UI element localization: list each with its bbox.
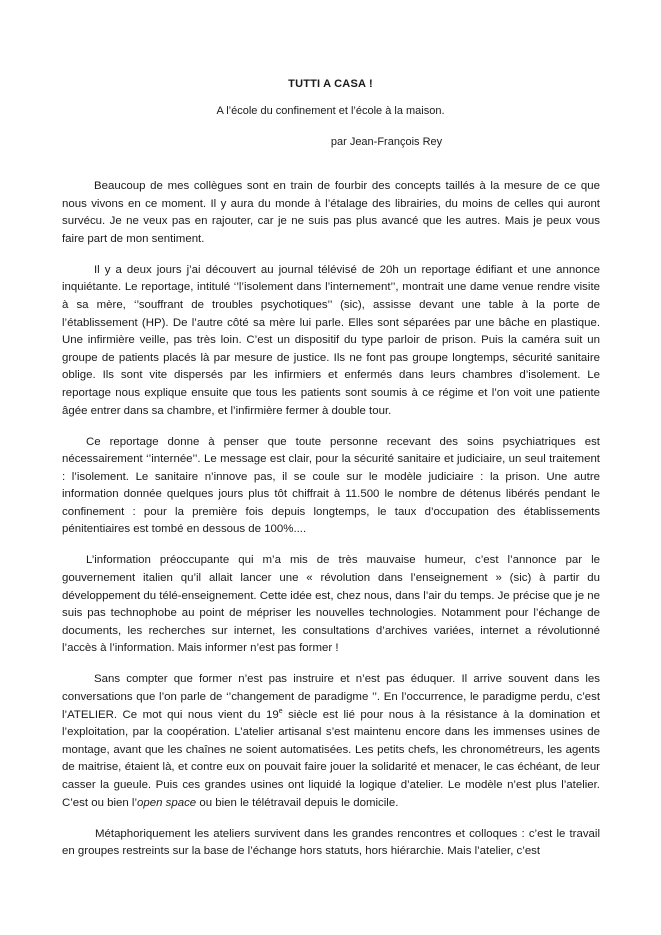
open-space-term: open space [137,796,197,809]
paragraph-6: Métaphoriquement les ateliers survivent dans les grandes rencontres et colloques : c’est le travail en groupes restreints sur la base de l’échange hors statuts, hors hiérarchie. Mais l’atelier, c’est [62,827,600,858]
paragraph-5-part-c: ou bien le télétravail depuis le domicile. [196,796,399,809]
paragraph-4: L’information préoccupante qui m’a mis de très mauvaise humeur, c’est l’annonce par le gouvernement italien qu’il allait lancer une « révolution dans l’enseignement » (sic) à partir du développement du télé-enseignement. Cette idée est, chez nous, dans l’air du temps. Je précise que je ne suis pas technophobe au point de mépriser les nouvelles technologies. Notamment pour l’échange de documents, les recherches sur internet, les consultations d’archives variées, internet a révolutionné l’accès à l’information. Mais informer n’est pas former ! [62,554,600,655]
paragraph-2: Il y a deux jours j’ai découvert au journal télévisé de 20h un reportage édifiant et une annonce inquiétante. Le reportage, intitulé ‘’l’isolement dans l’internement’’, montrait une dame venue rendre visite à sa mère, ‘’souffrant de troubles psychotiques’’ (sic), assisse devant une table à la porte de l’établissement (HP). De l’autre côté sa mère lui parle. Elles sont séparées par une bâche en plastique. Une infirmière veille, pas très loin. C’est un dispositif du type parloir de prison. Puis la caméra suit un groupe de patients placés là par mesure de justice. Ils ne font pas groupe longtemps, sécurité sanitaire oblige. Ils sont vite dispersés par les infirmiers et enfermés dans leurs chambres d’isolement. Le reportage nous explique ensuite que tous les patients sont soumis à ce régime et l’on voit une patiente âgée entrer dans sa chambre, et l’infirmière fermer à double tour. [62,263,600,417]
document-body [62,178,600,861]
paragraph-1: Beaucoup de mes collègues sont en train de fourbir des concepts taillés à la mesure de ce que nous vivons en ce moment. Il y aura du monde à l’étalage des librairies, du moins de celles qui auront survécu. Je ne veux pas en rajouter, car je ne suis pas plus avancé que les autres. Mais je peux vous faire part de mon sentiment. [62,180,600,245]
document-title: TUTTI A CASA ! [288,78,373,90]
document-subtitle: A l’école du confinement et l’école à la maison. [216,105,445,117]
century-superscript: e [278,707,283,715]
author-line: par Jean-François Rey [330,136,443,148]
paragraph-3: Ce reportage donne à penser que toute personne recevant des soins psychiatriques est nécessairement ‘’internée’’. Le message est clair, pour la sécurité sanitaire et judiciaire, un seul traitement : l’isolement. Le sanitaire n’innove pas, il se coule sur le modèle judiciaire : la prison. Une autre information donnée quelques jours plus tôt chiffrait à 11.500 le nombre de détenus libérés pendant le confinement : pour la première fois depuis longtemps, le taux d’occupation des établissements pénitentiaires est tombé en dessous de 100%.... [62,435,600,536]
paragraph-5-part-a: Sans compter que former n’est pas instruire et n’est pas éduquer. Il arrive souvent dans les conversations que l’on parle de ‘’changement de paradigme ’’. En l’occurrence, le paradigme perdu, c’est l’ATELIER. Ce mot qui nous vient du 19 [62,673,600,721]
paragraph-5-part-b: siècle est lié pour nous à la résistance à la domination et l’exploitation, par la coopération. L’atelier artisanal s’est maintenu encore dans les immenses usines de montage, avant que les chaînes ne soient automatisées. Les petits chefs, les chronométreurs, les agents de maitrise, étaient là, et contre eux on pouvait faire jouer la solidarité et menacer, le cas échéant, de leur casser la gueule. Puis ces grandes usines ont liquidé la logique d’atelier. Le modèle n’est plus l’atelier. C’est ou bien l’ [62,708,600,809]
paragraph-5 [62,671,600,812]
